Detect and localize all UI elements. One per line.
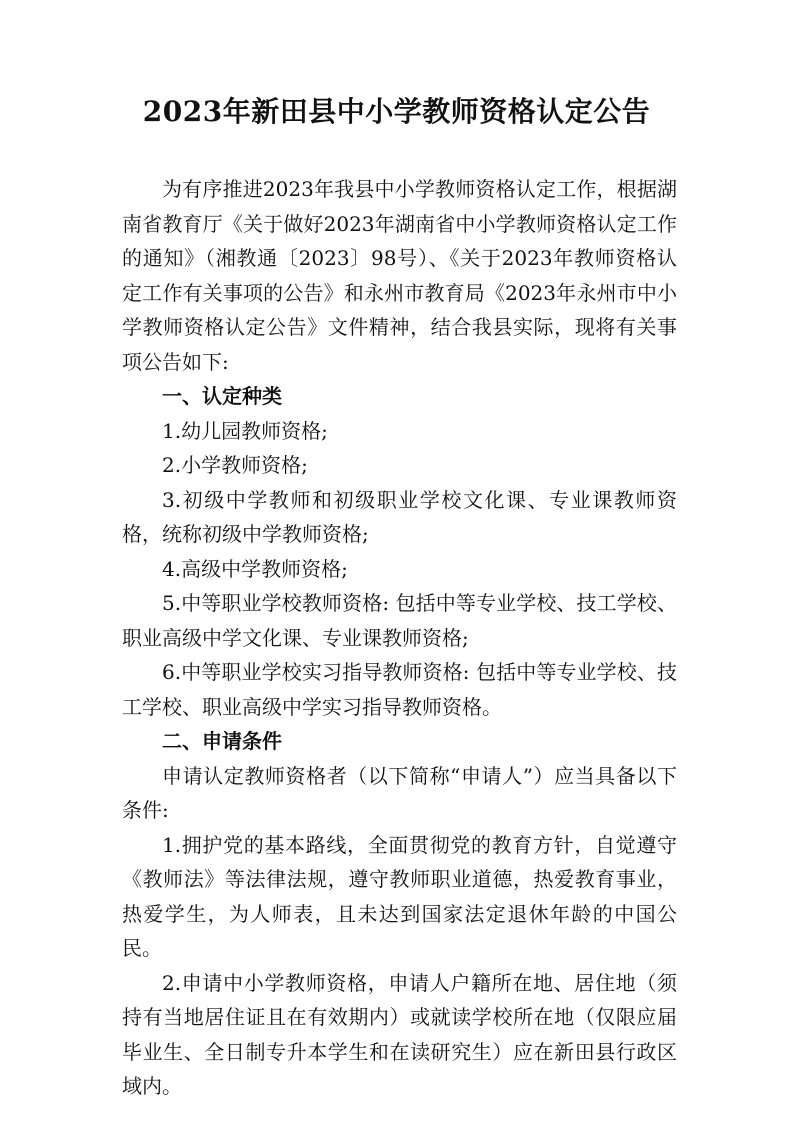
- list-item: 6.中等职业学校实习指导教师资格: 包括中等专业学校、技工学校、职业高级中学实习指导教师资格。: [122, 660, 677, 719]
- list-item: 2.小学教师资格;: [162, 453, 308, 477]
- document-body: [122, 172, 677, 1104]
- list-item: 3.初级中学教师和初级职业学校文化课、专业课教师资格，统称初级中学教师资格;: [122, 487, 677, 546]
- list-item: 4.高级中学教师资格;: [162, 556, 348, 581]
- section-heading-categories: 一、认定种类: [162, 384, 282, 408]
- list-item: 5.中等职业学校教师资格: 包括中等专业学校、技工学校、职业高级中学文化课、专业课教师资格;: [122, 591, 677, 650]
- page-title: 2023年新田县中小学教师资格认定公告: [142, 95, 651, 128]
- intro-paragraph: 为有序推进2023年我县中小学教师资格认定工作，根据湖南省教育厅《关于做好2023年湖南省中小学教师资格认定工作的通知》（湘教通〔2023〕98号）、《关于2023年教师资格认定工作有关事项的公告》和永州市教育局《2023年永州市中小学教师资格认定公告》文件精神，结合我县实际，现将有关事项公告如下:: [122, 177, 677, 374]
- list-item: 2.申请中小学教师资格，申请人户籍所在地、居住地（须持有当地居住证且在有效期内）或就读学校所在地（仅限应届毕业生、全日制专升本学生和在读研究生）应在新田县行政区域内。: [122, 970, 677, 1098]
- list-item: 1.幼儿园教师资格;: [162, 418, 328, 443]
- section-heading-conditions: 二、申请条件: [162, 729, 282, 753]
- list-item: 1.拥护党的基本路线，全面贯彻党的教育方针，自觉遵守《教师法》等法律法规，遵守教师职业道德，热爱教育事业，热爱学生，为人师表，且未达到国家法定退休年龄的中国公民。: [122, 832, 677, 960]
- conditions-intro-paragraph: 申请认定教师资格者（以下简称“申请人”）应当具备以下条件:: [122, 763, 677, 822]
